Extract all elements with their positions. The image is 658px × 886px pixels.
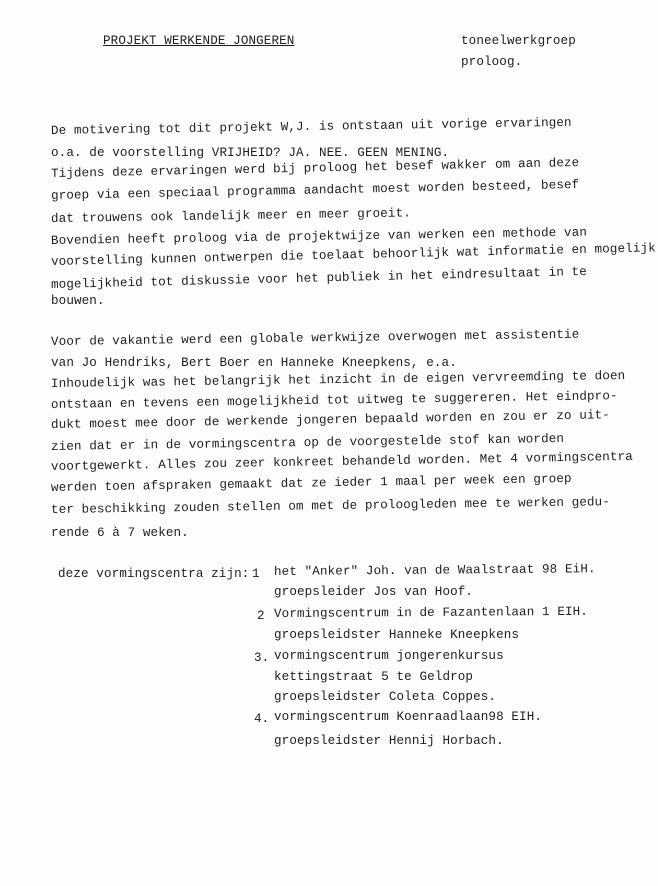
list-item-number: 4. [254, 712, 270, 726]
text-line: Voor de vakantie werd een globale werkwijze overwogen met assistentie [50, 327, 580, 349]
text-line: van Jo Hendriks, Bert Boer en Hanneke Kneepkens, e.a. [51, 356, 457, 370]
org-name-line-2: proloog. [461, 55, 523, 69]
list-item-number: 2 [257, 609, 265, 623]
list-item-line: groepsleider Jos van Hoof. [274, 585, 474, 599]
list-item-line: groepsleidster Coleta Coppes. [274, 690, 497, 704]
list-item-line: vormingscentrum Koenraadlaan98 EIH. [274, 710, 543, 724]
text-line: De motivering tot dit projekt W,J. is ontstaan uit vorige ervaringen [50, 115, 572, 138]
list-item-line: vormingscentrum jongerenkursus [274, 649, 504, 663]
list-item-line: groepsleidster Hanneke Kneepkens [274, 628, 520, 642]
list-item-number: 3. [254, 651, 270, 665]
text-line: ter beschikking zouden stellen om met de proloogleden mee te werken gedu- [50, 495, 611, 517]
text-line: rende 6 à 7 weken. [51, 526, 189, 540]
text-line: ontstaan en tevens een mogelijkheid tot uitweg te suggereren. Het eindpro- [50, 389, 618, 412]
text-line: werden toen afspraken gemaakt dat ze ieder 1 maal per week een groep [50, 471, 572, 495]
text-line: Tijdens deze ervaringen werd bij proloog het besef wakker om aan deze [50, 155, 580, 181]
text-line: o.a. de voorstelling VRIJHEID? JA. NEE. GEEN MENING. [51, 146, 450, 160]
text-line: Inhoudelijk was het belangrijk het inzicht in de eigen vervreemding te doen [50, 368, 626, 391]
text-line: Bovendien heeft proloog via de projektwijze van werken een methode van [50, 225, 588, 248]
text-line: mogelijkheid tot diskussie voor het publiek in het eindresultaat in te [50, 264, 588, 292]
list-item-number: 1 [252, 567, 260, 581]
text-line: voorstelling kunnen ontwerpen die toelaat behoorlijk wat informatie en mogelijk [50, 241, 656, 269]
list-item-line: kettingstraat 5 te Geldrop [274, 670, 474, 684]
text-line: groep via een speciaal programma aandacht moest worden besteed, besef [50, 177, 580, 203]
centra-label: deze vormingscentra zijn: [58, 567, 250, 581]
text-line: dat trouwens ook landelijk meer en meer groeit. [50, 206, 411, 226]
text-line: zien dat er in de vormingscentra op de voorgestelde stof kan worden [50, 431, 565, 454]
text-line: voortgewerkt. Alles zou zeer konkreet behandeld worden. Met 4 vormingscentra [50, 449, 634, 474]
list-item-line: groepsleidster Hennij Horbach. [274, 734, 504, 748]
list-item-line: het "Anker" Joh. van de Waalstraat 98 EiH. [273, 562, 596, 579]
text-line: bouwen. [51, 294, 105, 308]
document-title: PROJEKT WERKENDE JONGEREN [103, 34, 295, 48]
text-line: dukt moest mee door de werkende jongeren bepaald worden en zou er zo uit- [50, 408, 611, 432]
org-name-line-1: toneelwerkgroep [461, 34, 576, 48]
list-item-line: Vormingscentrum in de Fazantenlaan 1 EIH. [273, 604, 589, 621]
